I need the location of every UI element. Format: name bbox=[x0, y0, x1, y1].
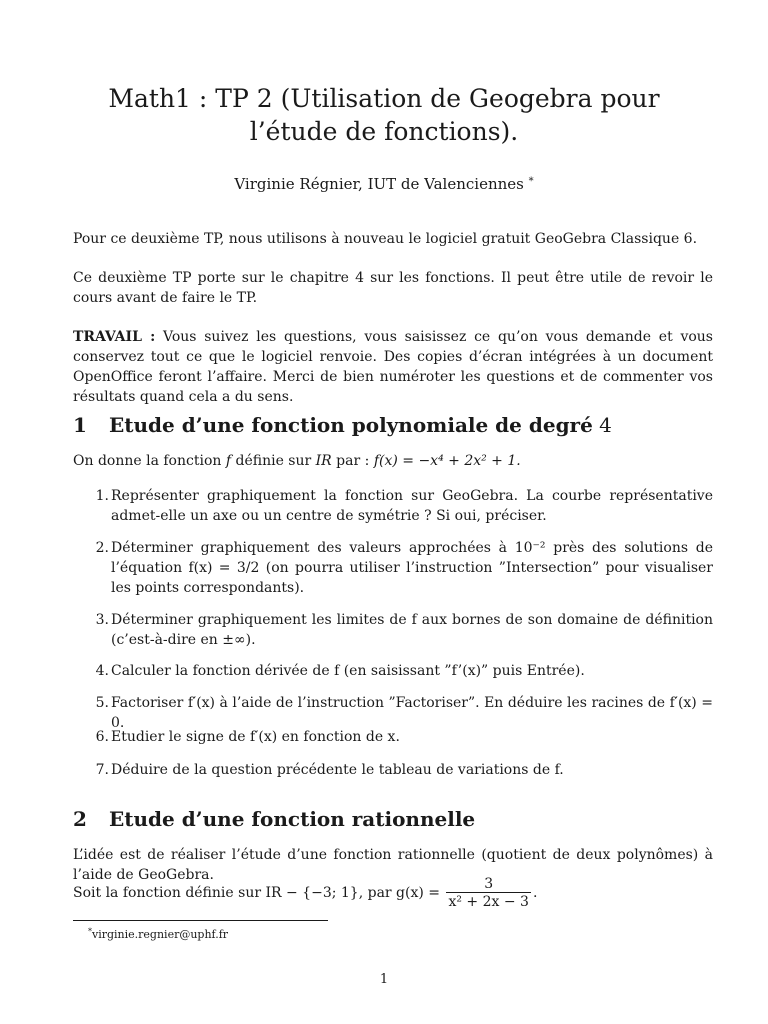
section-1-number: 1 bbox=[73, 413, 87, 437]
section-2-heading bbox=[73, 806, 713, 832]
section-2-period: . bbox=[532, 885, 538, 901]
polynomial-formula: f(x) = −x⁴ + 2x² + 1. bbox=[373, 453, 521, 469]
reals-symbol: IR bbox=[315, 453, 332, 469]
list-item-number: 5. bbox=[95, 695, 109, 711]
list-item-number: 2. bbox=[95, 540, 109, 556]
section-1-intro-b: définie sur bbox=[231, 453, 316, 469]
section-2-definition: Soit la fonction définie sur IR − {−3; 1}, par g(x) = bbox=[73, 885, 445, 901]
section-1-intro-a: On donne la fonction bbox=[73, 453, 226, 469]
footnote-divider bbox=[73, 920, 328, 921]
list-item-number: 3. bbox=[95, 612, 109, 628]
title-line-1: Math1 : TP 2 (Utilisation de Geogebra pour bbox=[108, 84, 660, 113]
footnote-email: virginie.regnier@uphf.fr bbox=[92, 928, 229, 941]
list-item-text: Etudier le signe de f′(x) en fonction de x. bbox=[111, 729, 400, 745]
title-line-2: l’étude de fonctions). bbox=[249, 117, 519, 146]
list-item-text: Factoriser f′(x) à l’aide de l’instruction ”Factoriser”. En déduire les racines de f′(x) = 0. bbox=[111, 695, 713, 731]
author-footnote-mark: * bbox=[528, 176, 534, 187]
intro-paragraph-1: Pour ce deuxième TP, nous utilisons à nouveau le logiciel gratuit GeoGebra Classique 6. bbox=[73, 231, 698, 247]
travail-paragraph bbox=[73, 327, 713, 407]
section-2-number: 2 bbox=[73, 807, 87, 831]
travail-text: Vous suivez les questions, vous saisissez ce qu’on vous demande et vous conservez tout ce que le logiciel renvoie. Des copies d’écran intégrées à un document OpenOffice feront l’affaire. Merci de bien numéroter les questions et de commenter vos résultats quand cela a du sens. bbox=[73, 329, 713, 405]
section-1-intro-c: par : bbox=[331, 453, 374, 469]
section-1-degree: 4 bbox=[599, 413, 612, 437]
section-1-heading bbox=[73, 412, 713, 438]
list-item-text: Calculer la fonction dérivée de f (en saisissant ”f’(x)” puis Entrée). bbox=[111, 663, 585, 679]
footnote-mark: * bbox=[88, 927, 92, 936]
list-item-number: 1. bbox=[95, 488, 109, 504]
list-item-number: 7. bbox=[95, 762, 109, 778]
author-line bbox=[60, 172, 708, 194]
section-2-title: Etude d’une fonction rationnelle bbox=[109, 807, 476, 831]
fraction-numerator: 3 bbox=[484, 876, 494, 892]
list-item-text: Déterminer graphiquement les limites de f aux bornes de son domaine de définition (c’est-à-dire en ±∞). bbox=[111, 612, 713, 648]
section-2-paragraph-2 bbox=[73, 876, 713, 910]
author-name: Virginie Régnier, IUT de Valenciennes bbox=[234, 175, 524, 193]
section-2-paragraph-1: L’idée est de réaliser l’étude d’une fonction rationnelle (quotient de deux polynômes) à l’aide de GeoGebra. bbox=[73, 847, 713, 883]
intro-paragraph-2: Ce deuxième TP porte sur le chapitre 4 sur les fonctions. Il peut être utile de revoir le cours avant de faire le TP. bbox=[73, 270, 713, 306]
fraction-denominator: x² + 2x − 3 bbox=[448, 894, 529, 910]
rational-fraction bbox=[446, 876, 530, 910]
page-title bbox=[60, 82, 708, 148]
section-1-intro bbox=[73, 451, 713, 471]
list-item-text: Déterminer graphiquement des valeurs approchées à 10⁻² près des solutions de l’équation f(x) = 3/2 (on pourra utiliser l’instruction ”Intersection” pour visualiser les points correspondants). bbox=[111, 540, 713, 596]
travail-label: TRAVAIL : bbox=[73, 329, 156, 345]
list-item-text: Déduire de la question précédente le tableau de variations de f. bbox=[111, 762, 564, 778]
list-item-number: 4. bbox=[95, 663, 109, 679]
function-f-symbol: f bbox=[225, 453, 232, 469]
page-number: 1 bbox=[379, 972, 389, 987]
footnote bbox=[88, 924, 228, 942]
list-item-number: 6. bbox=[95, 729, 109, 745]
list-item-text: Représenter graphiquement la fonction sur GeoGebra. La courbe représentative admet-elle un axe ou un centre de symétrie ? Si oui, préciser. bbox=[111, 488, 713, 524]
section-1-title: Etude d’une fonction polynomiale de degré bbox=[109, 413, 593, 437]
